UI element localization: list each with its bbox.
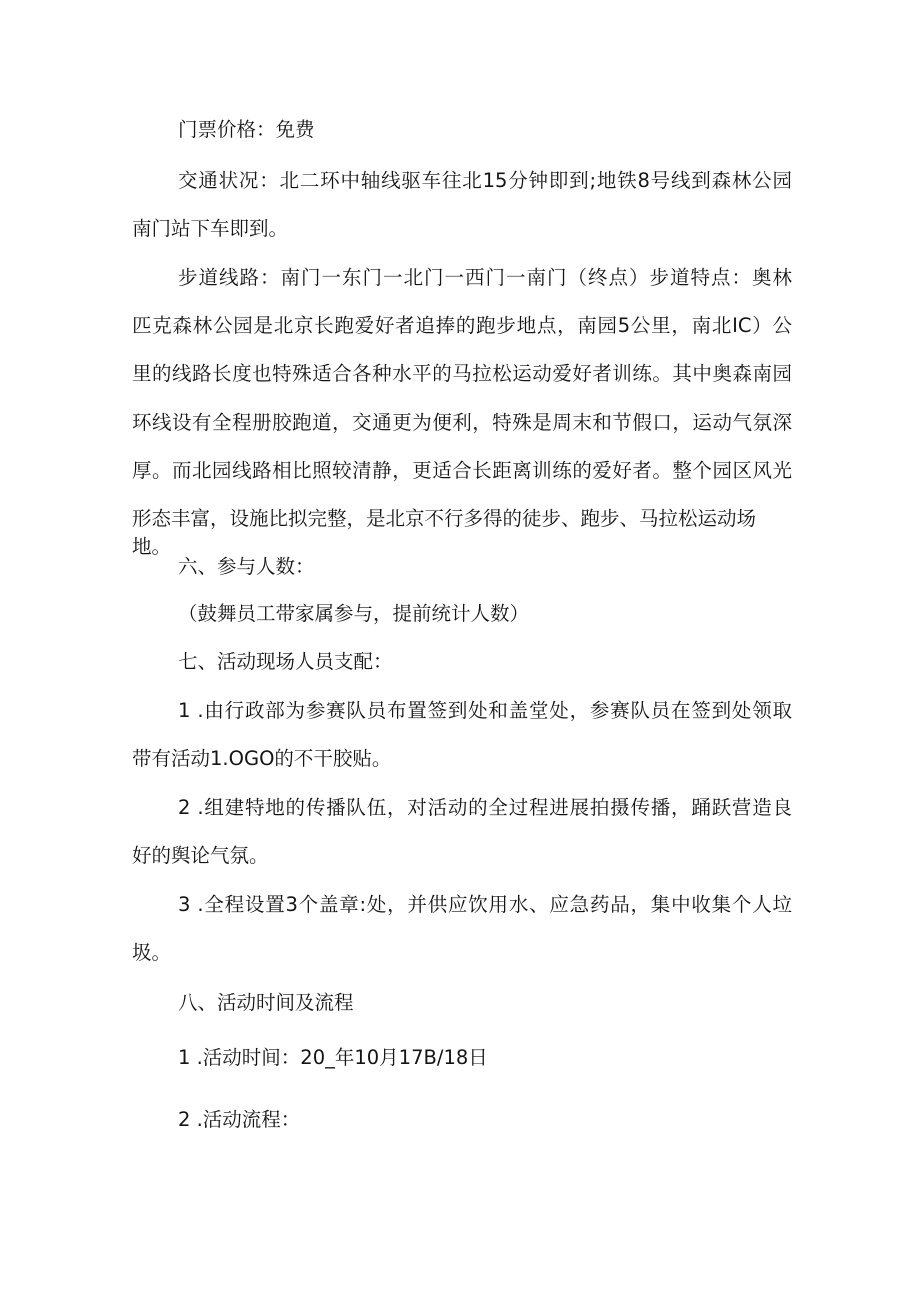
text-line: 带有活动1.OGO的不干胶贴。 xyxy=(132,747,392,770)
text-line: （鼓舞员工带家属参与，提前统计人数） xyxy=(178,602,530,625)
text-line: 南门站下车即到。 xyxy=(132,217,289,240)
text-line: 1 .由行政部为参赛队员布置签到处和盖堂处，参赛队员在签到处领取 xyxy=(178,699,792,722)
text-line: 3 .全程设置3个盖章:处，并供应饮用水、应急药品，集中收集个人垃 xyxy=(178,893,792,916)
text-line: 门票价格：免费 xyxy=(178,118,315,141)
text-line: 交通状况：北二环中轴线驱车往北15分钟即到;地铁8号线到森林公园 xyxy=(178,169,792,192)
text-line: 八、活动时间及流程 xyxy=(178,991,354,1014)
text-line: 形态丰富，设施比拟完整，是北京不行多得的徒步、跑步、马拉松运动场地。 xyxy=(132,507,757,558)
text-line: 厚。而北园线路相比照较清静，更适合长距离训练的爱好者。整个园区风光 xyxy=(132,459,792,482)
text-line: 2 .活动流程： xyxy=(178,1108,301,1131)
text-line: 七、活动现场人员支配： xyxy=(178,650,393,673)
text-line: 匹克森林公园是北京长跑爱好者追捧的跑步地点，南园5公里，南北IC）公 xyxy=(132,314,792,337)
text-line: 2 .组建特地的传播队伍，对活动的全过程进展拍摄传播，踊跃营造良 xyxy=(178,796,792,819)
text-line: 六、参与人数： xyxy=(178,555,315,578)
text-line: 1 .活动时间：20_年10月17B/18日 xyxy=(178,1046,488,1069)
text-line: 环线设有全程册胶跑道，交通更为便利，特殊是周末和节假口，运动气氛深 xyxy=(132,411,792,434)
text-line: 步道线路：南门一东门一北门一西门一南门（终点）步道特点：奥林 xyxy=(178,266,792,289)
text-line: 圾。 xyxy=(132,941,172,964)
text-line: 里的线路长度也特殊适合各种水平的马拉松运动爱好者训练。其中奥森南园 xyxy=(132,362,792,385)
text-line: 好的舆论气氛。 xyxy=(132,844,269,867)
